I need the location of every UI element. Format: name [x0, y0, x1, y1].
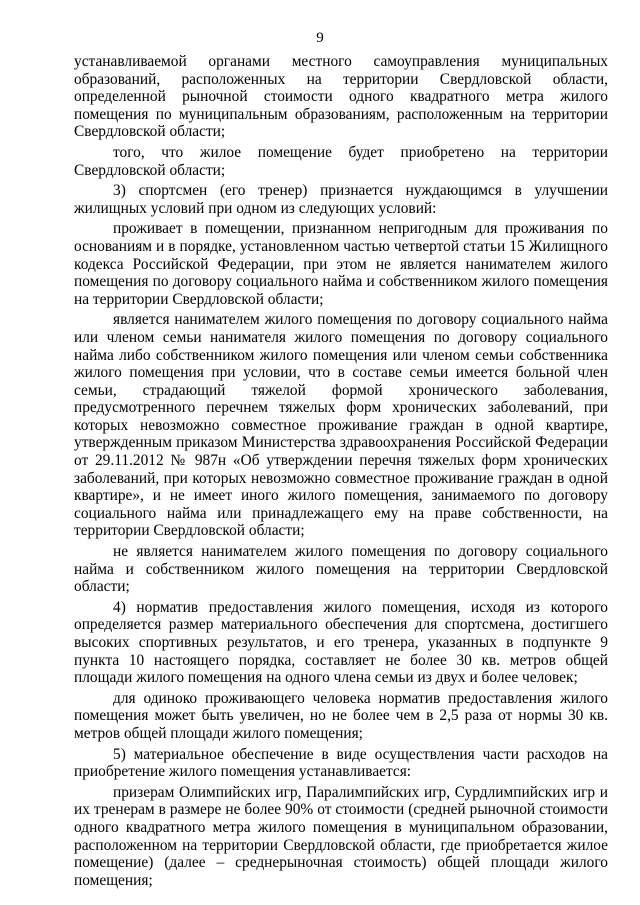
paragraph: 4) норматив предоставления жилого помещения, исходя из которого определяется размер материального обеспечения для спортсмена, достигшего высоких спортивных результатов, и его тренера, указанных в подпункте 9 пункта 10 настоящего порядка, составляет не более 30 кв. метров общей площади жилого помещения на одного члена семьи из двух и более человек;: [74, 598, 608, 687]
paragraph: проживает в помещении, признанном непригодным для проживания по основаниям и в порядке, установленном частью четвертой статьи 15 Жилищного кодекса Российской Федерации, при этом не является нанимателем жилого помещения по договору социального найма и собственником жилого помещения на территории Свердловской области;: [74, 220, 608, 308]
paragraph: призерам Олимпийских игр, Паралимпийских игр, Сурдлимпийских игр и их тренерам в размере не более 90% от стоимости (средней рыночной стоимости одного квадратного метра жилого помещения в муниципальном образовании, расположенном на территории Свердловской области, где приобретается жилое помещение) (далее – среднерыночная стоимость) общей площади жилого помещения;: [74, 783, 608, 889]
paragraph: для одиноко проживающего человека норматив предоставления жилого помещения может быть увеличен, но не более чем в 2,5 раза от нормы 30 кв. метров общей площади жилого помещения;: [74, 689, 608, 742]
page-number: 9: [316, 30, 324, 46]
paragraph: 5) материальное обеспечение в виде осуществления части расходов на приобретение жилого помещения устанавливается:: [74, 745, 608, 781]
paragraph: того, что жилое помещение будет приобретено на территории Свердловской области;: [74, 143, 608, 179]
paragraph: устанавливаемой органами местного самоуправления муниципальных образований, расположенных на территории Свердловской области, определенной рыночной стоимости одного квадратного метра жилого помещения по муниципальным образованиям, расположенным на территории Свердловской области;: [74, 53, 608, 141]
paragraph: 3) спортсмен (его тренер) признается нуждающимся в улучшении жилищных условий при одном из следующих условий:: [74, 182, 608, 217]
document-body: [74, 53, 608, 892]
paragraph: является нанимателем жилого помещения по договору социального найма или членом семьи нанимателя жилого помещения по договору социального найма либо собственником жилого помещения или членом семьи собственника жилого помещения при условии, что в составе семьи имеется больной член семьи, страдающий тяжелой формой хронического заболевания, предусмотренного перечнем тяжелых форм хронических заболеваний, при которых невозможно совместное проживание граждан в одной квартире, утвержденным приказом Министерства здравоохранения Российской Федерации от 29.11.2012 № 987н «Об утверждении перечня тяжелых форм хронических заболеваний, при которых невозможно совместное проживание граждан в одной квартире», и не имеет иного жилого помещения, занимаемого по договору социального найма или принадлежащего ему на праве собственности, на территории Свердловской области;: [74, 311, 608, 540]
paragraph: не является нанимателем жилого помещения по договору социального найма и собственником жилого помещения на территории Свердловской области;: [74, 543, 608, 596]
